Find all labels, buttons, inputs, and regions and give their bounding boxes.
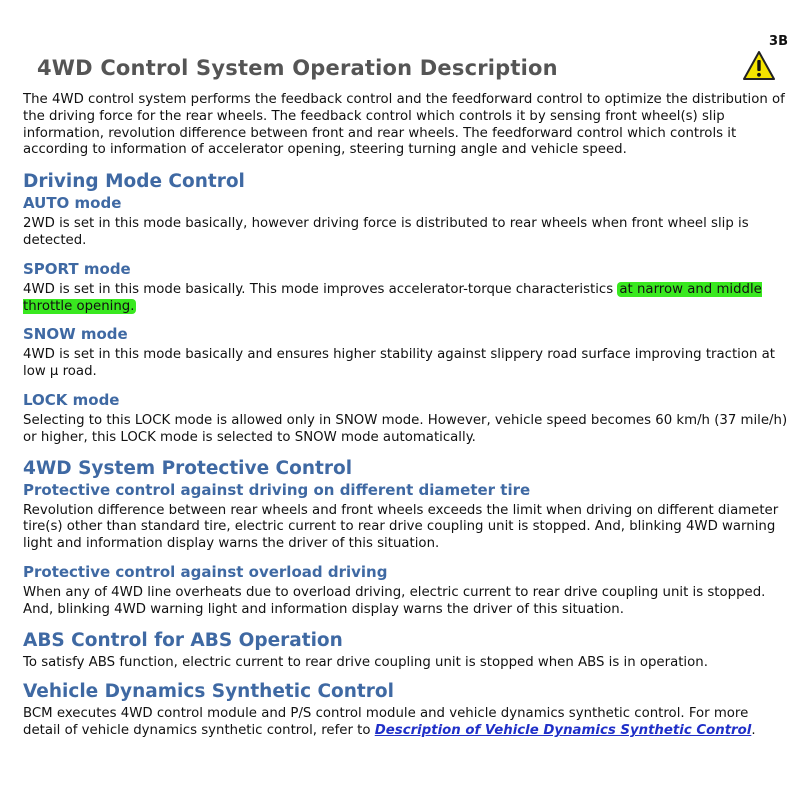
overload-heading: Protective control against overload driving bbox=[23, 562, 388, 581]
overload-text: When any of 4WD line overheats due to overload driving, electric current to rear drive coupling unit is stopped. And, blinking 4WD warning light and information display warns the driver of this situation. bbox=[23, 584, 766, 617]
auto-mode-text: 2WD is set in this mode basically, however driving force is distributed to rear wheels when front wheel slip is detected. bbox=[23, 216, 749, 248]
sport-mode-text-plain: 4WD is set in this mode basically. This mode improves accelerator-torque characteristics bbox=[23, 281, 618, 297]
protective-control-heading: 4WD System Protective Control bbox=[23, 457, 353, 479]
snow-mode-text: 4WD is set in this mode basically and ensures higher stability against slippery road surface improving traction at low μ road. bbox=[23, 347, 776, 380]
vdsc-text bbox=[23, 706, 788, 740]
sport-mode-highlight: at narrow and middle throttle opening. bbox=[23, 281, 762, 314]
warning-icon bbox=[742, 50, 776, 82]
auto-mode-heading: AUTO mode bbox=[23, 194, 122, 213]
sport-mode-text bbox=[23, 282, 788, 316]
section-code: 3B bbox=[769, 34, 788, 49]
vdsc-description-link[interactable]: Description of Vehicle Dynamics Synthetic Control bbox=[374, 723, 752, 739]
diameter-tire-text: Revolution difference between rear wheels and front wheels exceeds the limit when driving on different diameter tire(s) other than standard tire, electric current to rear drive coupling unit is stopped. And, blinking 4WD warning light and information display warns the driver of this situation. bbox=[23, 502, 779, 552]
intro-paragraph: The 4WD control system performs the feedback control and the feedforward control to optimize the distribution of the driving force for the rear wheels. The feedback control which controls it by sensing front wheel(s) slip information, revolution difference between front and rear wheels. The feedforward control which controls it according to information of accelerator opening, steering turning angle and vehicle speed. bbox=[23, 92, 785, 158]
abs-control-text: To satisfy ABS function, electric current to rear drive coupling unit is stopped when ABS is in operation. bbox=[23, 654, 708, 670]
diameter-tire-heading: Protective control against driving on different diameter tire bbox=[23, 480, 531, 499]
vdsc-text-end: . bbox=[751, 723, 756, 739]
sport-mode-heading: SPORT mode bbox=[23, 259, 131, 278]
driving-mode-heading: Driving Mode Control bbox=[23, 171, 245, 193]
vdsc-heading: Vehicle Dynamics Synthetic Control bbox=[23, 681, 394, 703]
document-body bbox=[23, 92, 788, 740]
lock-mode-text: Selecting to this LOCK mode is allowed only in SNOW mode. However, vehicle speed becomes 60 km/h (37 mile/h) or higher, this LOCK mode is selected to SNOW mode automatically. bbox=[23, 412, 788, 445]
lock-mode-heading: LOCK mode bbox=[23, 390, 120, 409]
snow-mode-heading: SNOW mode bbox=[23, 325, 128, 344]
page-title: 4WD Control System Operation Description bbox=[37, 56, 558, 80]
vdsc-text-plain: BCM executes 4WD control module and P/S control module and vehicle dynamics synthetic control. For more detail of vehicle dynamics synthetic control, refer to bbox=[23, 706, 749, 739]
abs-control-heading: ABS Control for ABS Operation bbox=[23, 629, 343, 651]
